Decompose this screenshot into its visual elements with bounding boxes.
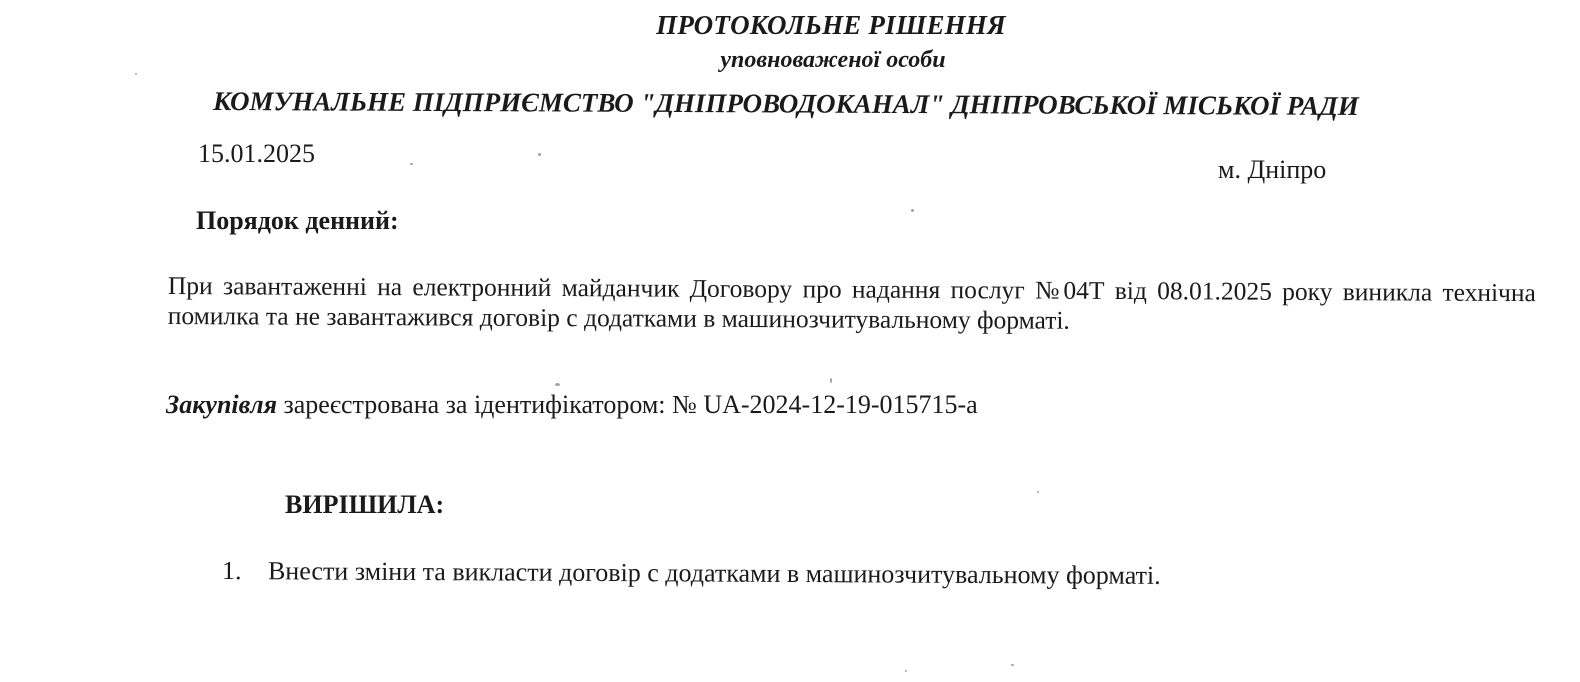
- document-date: 15.01.2025: [198, 139, 315, 168]
- scan-speck: [410, 163, 413, 165]
- procurement-label: Закупівля: [166, 390, 277, 419]
- scan-speck: [1011, 664, 1014, 666]
- decision-item-text: Внести зміни та викласти договір с додатками в машинозчитувальному форматі.: [267, 556, 1161, 590]
- procurement-identifier-text: зареєстрована за ідентифікатором: № UA-2024-12-19-015715-a: [276, 390, 978, 419]
- scan-speck: [830, 378, 832, 383]
- procurement-line: [166, 390, 978, 420]
- scan-speck: [135, 73, 137, 75]
- document-subtitle: уповноваженої особи: [720, 47, 946, 73]
- organization-name: КОМУНАЛЬНЕ ПІДПРИЄМСТВО "ДНІПРОВОДОКАНАЛ" ДНІПРОВСЬКОЇ МІСЬКОЇ РАДИ: [212, 86, 1359, 121]
- document-city: м. Дніпро: [1218, 155, 1327, 184]
- decision-item: [222, 556, 1161, 591]
- decision-heading: ВИРІШИЛА:: [285, 490, 445, 519]
- scan-speck: [555, 383, 560, 386]
- scan-speck: [538, 153, 541, 156]
- decision-item-number: 1.: [221, 556, 242, 586]
- agenda-text: При завантаженні на електронний майданчик Договору про надання послуг №04Т від 08.01.2025 року виникла технічна помилка та не завантажився договір с додатками в машинозчитувальному форматі.: [167, 271, 1536, 335]
- agenda-heading: Порядок денний:: [196, 206, 399, 235]
- scan-speck: [1037, 491, 1039, 493]
- document-title: ПРОТОКОЛЬНЕ РІШЕННЯ: [656, 10, 1006, 40]
- scan-speck: [905, 670, 907, 672]
- scan-speck: [911, 209, 914, 212]
